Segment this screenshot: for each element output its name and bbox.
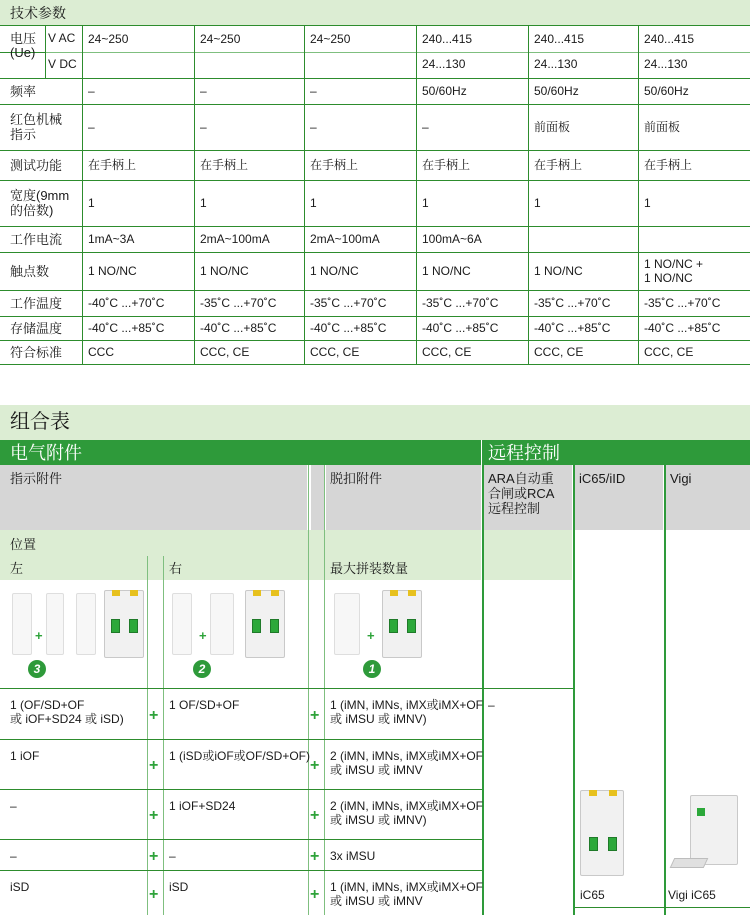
spec-vac-col-line — [45, 26, 46, 78]
combo-cell-left: – — [10, 799, 17, 813]
ic65-caption: iC65 — [580, 888, 605, 902]
spec-cell: -40˚C ...+85˚C — [422, 321, 499, 335]
spec-row-label: 工作温度 — [10, 295, 63, 311]
spec-cell: 1 NO/NC — [310, 264, 359, 278]
combo-row-line — [0, 789, 482, 790]
spec-row-label: 宽度(9mm 的倍数) — [10, 188, 70, 218]
spec-cell: 1 — [422, 196, 429, 210]
spec-cell: -40˚C ...+70˚C — [88, 296, 165, 310]
spec-cell: -40˚C ...+85˚C — [534, 321, 611, 335]
right-label: 右 — [169, 561, 183, 576]
ara-position-bg — [484, 530, 572, 580]
spec-cell: -40˚C ...+85˚C — [644, 321, 721, 335]
vac-cell: 240...415 — [644, 32, 695, 46]
plus-icon: + — [149, 885, 159, 903]
combo-cell-right: 1 (iSD或iOF或OF/SD+OF) — [169, 749, 311, 763]
vac-label: V AC — [48, 31, 76, 45]
spec-cell: 50/60Hz — [534, 84, 579, 98]
spec-cell: CCC — [88, 345, 114, 359]
spec-cell: – — [200, 120, 207, 134]
spec-cell: 1 — [534, 196, 541, 210]
spec-cell: – — [310, 84, 317, 98]
spec-cell: 在手柄上 — [534, 158, 583, 172]
plus-icon: + — [149, 757, 159, 774]
vac-cell: 24~250 — [200, 32, 241, 46]
spec-vac-line — [46, 52, 416, 53]
spec-cell: 50/60Hz — [644, 84, 689, 98]
spec-title-bar — [0, 0, 750, 26]
spec-cell: 1 — [88, 196, 95, 210]
combo-cell-right: iSD — [169, 880, 189, 894]
spec-cell: 在手柄上 — [88, 158, 137, 172]
spec-col-line — [82, 26, 83, 364]
combo-cell-left: – — [10, 849, 17, 863]
plus-icon: + — [310, 757, 320, 774]
spec-cell: -40˚C ...+85˚C — [310, 321, 387, 335]
spec-cell: CCC, CE — [422, 345, 472, 359]
spec-cell: -35˚C ...+70˚C — [200, 296, 277, 310]
vac-cell: 24~250 — [310, 32, 351, 46]
left-label: 左 — [10, 561, 24, 576]
spec-cell: 在手柄上 — [200, 158, 249, 172]
spec-cell: 100mA~6A — [422, 232, 482, 246]
trip-accessories-label: 脱扣附件 — [330, 471, 383, 486]
spec-cell: -35˚C ...+70˚C — [534, 296, 611, 310]
spec-row-label: 工作电流 — [10, 231, 63, 247]
vigi-caption: Vigi iC65 — [668, 888, 716, 902]
plus-icon: + — [199, 628, 207, 643]
spec-cell: 前面板 — [644, 120, 681, 134]
spec-cell: – — [200, 84, 207, 98]
spec-col-line — [638, 26, 639, 364]
vigi-label: Vigi — [670, 471, 692, 486]
vigi-module-icon — [690, 795, 738, 865]
badge-trip: 1 — [363, 660, 381, 678]
spec-cell: 1mA~3A — [88, 232, 135, 246]
spec-row-label: 红色机械 指示 — [10, 112, 63, 142]
spec-row-label: 触点数 — [10, 263, 50, 279]
col-sep-right-b — [163, 556, 164, 915]
plus-icon: + — [367, 628, 375, 643]
combo-title: 组合表 — [10, 411, 70, 433]
spec-cell: 在手柄上 — [422, 158, 471, 172]
spec-cell: CCC, CE — [200, 345, 250, 359]
spec-cell: – — [88, 120, 95, 134]
plus-icon: + — [310, 807, 320, 824]
ic65-breaker-icon — [580, 790, 624, 876]
aux-module-icon — [46, 593, 64, 655]
badge-right: 2 — [193, 660, 211, 678]
aux-module-icon — [76, 593, 96, 655]
spec-cell: 2mA~100mA — [310, 232, 380, 246]
breaker-icon — [382, 590, 422, 658]
spec-cell: 2mA~100mA — [200, 232, 270, 246]
col-sep-trip-b — [324, 465, 325, 915]
spec-row-label: 符合标准 — [10, 344, 63, 360]
ara-label: ARA自动重 合闸或RCA 远程控制 — [488, 471, 555, 516]
col-sep-vigi — [664, 465, 666, 915]
remote-control-heading: 远程控制 — [488, 443, 560, 463]
combo-cell-trip: 2 (iMN, iMNs, iMX或iMX+OF 或 iMSU 或 iMNV) — [330, 799, 484, 827]
indicator-accessories-label: 指示附件 — [10, 471, 63, 486]
combo-cell-trip: 1 (iMN, iMNs, iMX或iMX+OF 或 iMSU 或 iMNV — [330, 880, 484, 908]
spec-cell: -35˚C ...+70˚C — [644, 296, 721, 310]
spec-cell: – — [422, 120, 429, 134]
badge-left: 3 — [28, 660, 46, 678]
spec-row-line — [0, 364, 750, 365]
spec-cell: -40˚C ...+85˚C — [88, 321, 165, 335]
spec-row-label: 存储温度 — [10, 320, 63, 336]
combo-row-line — [0, 688, 573, 689]
breaker-icon — [245, 590, 285, 658]
vdc-cell: 24...130 — [644, 57, 688, 71]
plus-icon: + — [149, 807, 159, 824]
spec-cell: -35˚C ...+70˚C — [310, 296, 387, 310]
plus-icon: + — [35, 628, 43, 643]
spec-cell: -40˚C ...+85˚C — [200, 321, 277, 335]
spec-cell: 1 NO/NC + 1 NO/NC — [644, 257, 704, 285]
vdc-cell: 24...130 — [534, 57, 578, 71]
combo-cell-trip: 1 (iMN, iMNs, iMX或iMX+OF 或 iMSU 或 iMNV) — [330, 698, 484, 726]
aux-module-icon — [12, 593, 32, 655]
plus-icon: + — [310, 706, 320, 724]
spec-cell: -35˚C ...+70˚C — [422, 296, 499, 310]
vigi-connector-icon — [670, 858, 709, 868]
combo-row-line — [0, 870, 482, 871]
combo-cell-right: – — [169, 849, 176, 863]
gap-header-bg — [311, 465, 324, 530]
spec-cell: 50/60Hz — [422, 84, 467, 98]
col-sep-ic65 — [573, 465, 575, 915]
spec-cell: 1 — [200, 196, 207, 210]
plus-icon: + — [149, 706, 159, 724]
spec-col-line — [194, 26, 195, 364]
spec-cell: 1 NO/NC — [422, 264, 471, 278]
spec-cell: CCC, CE — [534, 345, 584, 359]
spec-cell: – — [310, 120, 317, 134]
vdc-cell: 24...130 — [422, 57, 466, 71]
spec-cell: CCC, CE — [644, 345, 694, 359]
spec-col-line — [304, 26, 305, 364]
spec-cell: 1 — [644, 196, 651, 210]
combo-cell-right: 1 OF/SD+OF — [169, 698, 240, 712]
spec-cell: 前面板 — [534, 120, 571, 134]
combo-cell-left: 1 (OF/SD+OF 或 iOF+SD24 或 iSD) — [10, 698, 124, 726]
spec-vac-line — [416, 52, 750, 53]
col-sep-remote — [482, 440, 484, 915]
col-sep-right-a — [147, 556, 148, 915]
combo-cell-trip: 3x iMSU — [330, 849, 376, 863]
electrical-accessories-heading: 电气附件 — [10, 443, 82, 463]
plus-icon: + — [310, 847, 320, 865]
combo-cell-left: iSD — [10, 880, 30, 894]
combo-cell-ara: – — [488, 698, 495, 712]
spec-cell: 在手柄上 — [310, 158, 359, 172]
spec-row-label: 频率 — [10, 83, 37, 99]
combo-cell-left: 1 iOF — [10, 749, 40, 763]
combo-title-bar — [0, 405, 750, 440]
spec-cell: 1 NO/NC — [88, 264, 137, 278]
spec-title: 技术参数 — [10, 5, 66, 21]
vdc-label: V DC — [48, 57, 77, 71]
voltage-label: 电压 (Ue) — [10, 31, 37, 60]
vac-cell: 24~250 — [88, 32, 129, 46]
spec-col-line — [416, 26, 417, 364]
combo-row-line — [0, 839, 482, 840]
position-header-bg — [0, 530, 481, 580]
max-count-label: 最大拼装数量 — [330, 561, 409, 576]
plus-icon: + — [149, 847, 159, 865]
spec-cell: CCC, CE — [310, 345, 360, 359]
combo-cell-right: 1 iOF+SD24 — [169, 799, 236, 813]
vac-cell: 240...415 — [422, 32, 473, 46]
aux-module-icon — [334, 593, 360, 655]
spec-col-line — [528, 26, 529, 364]
spec-cell: 1 NO/NC — [200, 264, 249, 278]
vac-cell: 240...415 — [534, 32, 585, 46]
combo-row-line — [0, 739, 482, 740]
col-sep-trip-a — [308, 465, 309, 915]
position-label: 位置 — [10, 537, 37, 552]
aux-module-icon — [210, 593, 234, 655]
spec-cell: 1 NO/NC — [534, 264, 583, 278]
caption-line — [575, 907, 750, 908]
combo-cell-trip: 2 (iMN, iMNs, iMX或iMX+OF 或 iMSU 或 iMNV — [330, 749, 484, 777]
breaker-icon — [104, 590, 144, 658]
plus-icon: + — [310, 885, 320, 903]
spec-row-label: 测试功能 — [10, 157, 63, 173]
spec-cell: – — [88, 84, 95, 98]
spec-cell: 1 — [310, 196, 317, 210]
ic65-ild-label: iC65/iID — [579, 471, 626, 486]
spec-cell: 在手柄上 — [644, 158, 693, 172]
aux-module-icon — [172, 593, 192, 655]
